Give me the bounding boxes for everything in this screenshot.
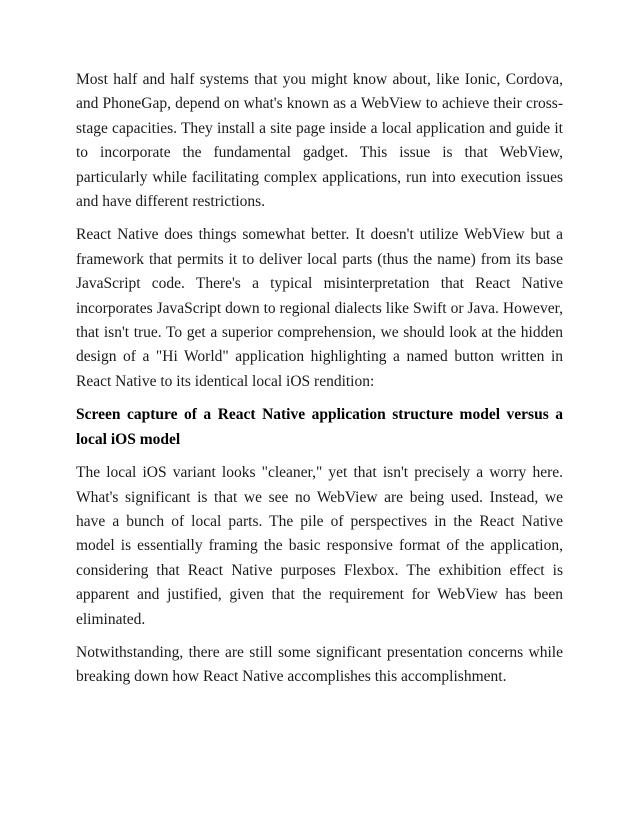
section-heading: Screen capture of a React Native application structure model versus a local iOS model bbox=[76, 406, 563, 448]
paragraph-ios-comparison: The local iOS variant looks "cleaner," yet that isn't precisely a worry here. What's significant is that we see no WebView are being used. Instead, we have a bunch of local parts. The pile of perspectives in the React Native model is essentially framing the basic responsive format of the application, considering that React Native purposes Flexbox. The exhibition effect is apparent and justified, given that the requirement for WebView has been eliminated. bbox=[76, 464, 563, 628]
document-body bbox=[76, 68, 563, 699]
paragraph-hybrid-frameworks: Most half and half systems that you might know about, like Ionic, Cordova, and PhoneGap, depend on what's known as a WebView to achieve their cross-stage capacities. They install a site page inside a local application and guide it to incorporate the fundamental gadget. This issue is that WebView, particularly while facilitating complex applications, run into execution issues and have different restrictions. bbox=[76, 71, 563, 211]
paragraph-react-native-approach: React Native does things somewhat better. It doesn't utilize WebView but a framework that permits it to deliver local parts (thus the name) from its base JavaScript code. There's a typical misinterpretation that React Native incorporates JavaScript down to regional dialects like Swift or Java. However, that isn't true. To get a superior comprehension, we should look at the hidden design of a "Hi World" application highlighting a named button written in React Native to its identical local iOS rendition: bbox=[76, 226, 563, 390]
paragraph-performance-concerns: Notwithstanding, there are still some significant presentation concerns while breaking down how React Native accomplishes this accomplishment. bbox=[76, 643, 563, 686]
